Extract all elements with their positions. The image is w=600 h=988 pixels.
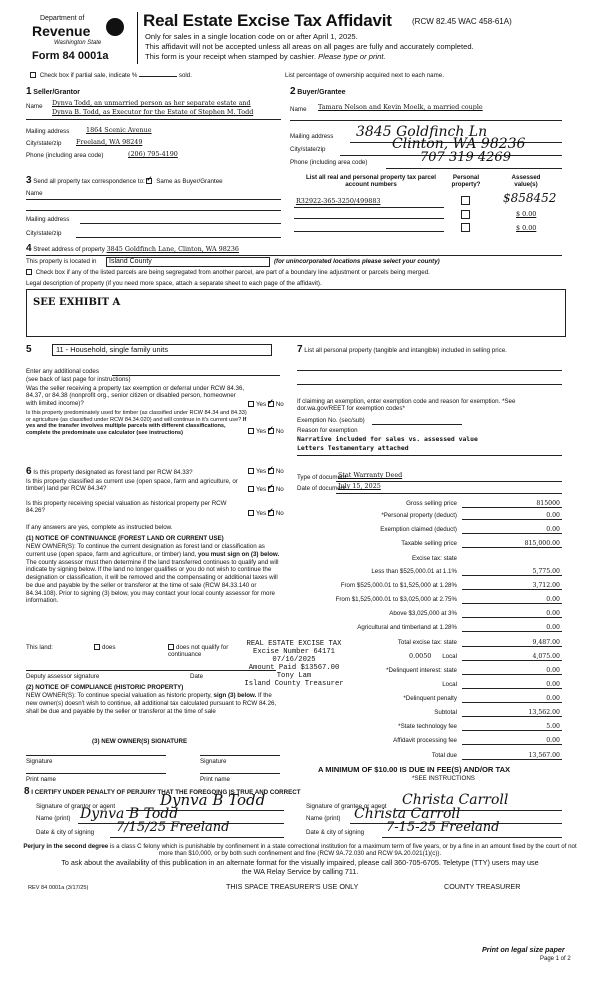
- deputy-date-label: Date: [190, 673, 204, 680]
- same-as-buyer-checkbox[interactable]: [146, 178, 152, 184]
- new-owner-signature-heading: (3) NEW OWNER(S) SIGNATURE: [92, 738, 188, 745]
- does-qualify-checkbox[interactable]: [94, 644, 100, 650]
- buyer-city-label: City/state/zip: [290, 146, 326, 153]
- parcel-number-1[interactable]: R32922-365-3250/499883: [296, 197, 381, 205]
- q2-no-checkbox[interactable]: [268, 428, 274, 434]
- tier2-label: From $525,000.01 to $1,525,000 at 1.28%: [340, 582, 457, 589]
- buyer-section-number: 2: [290, 86, 296, 97]
- grantor-date-city[interactable]: 7/15/25 Freeland: [116, 820, 230, 835]
- exemption-reason-rule: [297, 455, 562, 456]
- buyer-phone-value[interactable]: 707 319 4269: [420, 150, 511, 165]
- segregated-row: [26, 269, 571, 276]
- form-rcw: (RCW 82.45 WAC 458-61A): [412, 17, 512, 26]
- tier3-label: From $1,525,000.01 to $3,025,000 at 2.75%: [335, 596, 457, 603]
- delinquent-interest-state-value[interactable]: 0.00: [462, 667, 562, 675]
- treasurer-receipt-stamp: [214, 641, 374, 689]
- stamp-line-6: Island County Treasurer: [244, 679, 344, 688]
- stamp-line-2: Excise Number 64171: [253, 647, 335, 656]
- taxable-selling-price-label: Taxable selling price: [401, 540, 457, 547]
- tier1-row: [296, 568, 562, 578]
- notice-continuance-body: [26, 543, 280, 605]
- does-not-qualify-checkbox[interactable]: [168, 644, 174, 650]
- buyer-name-label: Name: [290, 106, 307, 113]
- county-treasurer-label: COUNTY TREASURER: [444, 882, 521, 891]
- revenue-swoosh-icon: [106, 18, 124, 36]
- revenue-wordmark: Revenue: [32, 23, 91, 39]
- taxable-selling-price-row: [296, 540, 562, 550]
- parcel-value-1[interactable]: $858452: [503, 191, 557, 205]
- notice-receipt: This form is your receipt when stamped by cashier.: [145, 52, 316, 61]
- grantee-date-label: Date & city of signing: [306, 829, 365, 836]
- notice-compliance-body-b: sign (3) below.: [213, 692, 257, 699]
- section6-q2-answers: [248, 486, 284, 493]
- buyer-city-value[interactable]: Clinton, WA 98236: [392, 136, 526, 152]
- document-date-label: Date of document: [297, 485, 346, 492]
- exemption-deduct-value[interactable]: 0.00: [462, 526, 562, 534]
- local-rate-value[interactable]: 0.0050: [409, 652, 432, 660]
- new-owner-signature-label-1: Signature: [26, 758, 53, 765]
- forest-no-label: No: [275, 468, 284, 475]
- tier3-row: [296, 596, 562, 606]
- legal-description-value: SEE EXHIBIT A: [33, 297, 121, 308]
- gross-selling-price-row: [296, 500, 562, 510]
- legal-description-label: Legal description of property (if you need more space, attach a separate sheet to each page of the affidavit).: [26, 280, 322, 287]
- subtotal-label: Subtotal: [434, 709, 457, 716]
- parcel-row-2-rule[interactable]: [294, 218, 444, 219]
- seller-phone-label: Phone (including area code): [26, 152, 104, 159]
- buyer-heading: [290, 86, 346, 98]
- personal-property-field-1[interactable]: [297, 370, 562, 371]
- technology-fee-label: *State technology fee: [398, 723, 457, 730]
- tier4-value[interactable]: 0.00: [462, 610, 562, 618]
- affidavit-fee-row: [296, 737, 562, 747]
- tier2-value[interactable]: 3,712.00: [462, 582, 562, 590]
- parcel-2-personal-checkbox[interactable]: [461, 210, 470, 219]
- this-land-label: This land:: [26, 644, 53, 651]
- seller-name-rule: [26, 119, 281, 120]
- tier4-label: Above $3,025,000 at 3%: [389, 610, 457, 617]
- section3-label: Send all property tax correspondence to:: [33, 178, 145, 185]
- historic-yes-label: Yes: [256, 510, 267, 517]
- forest-yes-label: Yes: [256, 468, 267, 475]
- seller-name-line-2[interactable]: Dynva B. Todd, as Executor for the Estate of Stephen M. Todd: [52, 108, 254, 116]
- seller-heading: [26, 86, 80, 98]
- new-owner-print-label-2: Print name: [200, 776, 230, 783]
- partial-sale-label: Check box if partial sale, indicate %: [39, 72, 138, 79]
- exemption-reason-label: Reason for exemption: [297, 427, 358, 434]
- parcel-header-list: List all real and personal property tax parcel account numbers: [306, 174, 436, 189]
- exemption-deduct-row: [296, 526, 562, 536]
- q1-no-checkbox[interactable]: [268, 401, 274, 407]
- historic-yes-checkbox[interactable]: [248, 510, 254, 516]
- forest-yes-checkbox[interactable]: [248, 468, 254, 474]
- see-instructions-note: *SEE INSTRUCTIONS: [412, 775, 475, 782]
- delinquent-penalty-row: [296, 695, 562, 705]
- notice-compliance-body: [26, 692, 280, 715]
- delinquent-interest-local-label: Local: [442, 681, 457, 688]
- use-code-select[interactable]: 11 - Household, single family units: [52, 344, 272, 356]
- buyer-name-rule: [290, 120, 562, 121]
- section6-q1-answers: [248, 468, 284, 475]
- parcel-3-personal-checkbox[interactable]: [461, 223, 470, 232]
- section5-q2a: Is this property predominately used for timber (as classified under RCW 84.34 and 84.33) or agriculture (as classified under RCW 84.34.020) and will continue in it's current use?: [26, 410, 247, 423]
- section6-q1-label: Is this property designated as forest land per RCW 84.33?: [33, 469, 193, 476]
- parcel-header-assessed: Assessed value(s): [511, 174, 541, 189]
- section3-name-field[interactable]: [26, 199, 281, 200]
- section5-number: 5: [26, 344, 32, 355]
- grantee-signature-label: Signature of grantee or agent: [306, 803, 387, 810]
- notice-continuance-body-b: you must sign on (3) below.: [197, 550, 280, 558]
- q2-yes-checkbox[interactable]: [248, 428, 254, 434]
- section4-number: 4: [26, 243, 32, 254]
- exemption-narrative-1[interactable]: Narrative included for sales vs. assessed value: [297, 435, 478, 443]
- local-tax-value[interactable]: 4,075.00: [462, 653, 562, 661]
- current-use-yes-label: Yes: [256, 486, 267, 493]
- does-qualify-label: does: [102, 644, 116, 651]
- form-title: Real Estate Excise Tax Affidavit: [143, 11, 392, 30]
- section6-number: 6: [26, 466, 32, 477]
- agricultural-row: [296, 624, 562, 634]
- new-owner-signature-field-2[interactable]: [200, 755, 280, 756]
- does-not-qualify-label: does not qualify for continuance: [168, 644, 229, 659]
- section3-mailing-field[interactable]: [80, 223, 281, 224]
- subtotal-row: [296, 709, 562, 719]
- revision-code: REV 84 0001a (3/17/25): [28, 885, 89, 891]
- legal-description-box[interactable]: [26, 289, 566, 337]
- alternate-format-note: To ask about the availability of this publication in an alternate format for the visually impaired, please call 360-705-6705. Teletype (TTY) users may use the WA Relay Service by calling 711.: [61, 858, 539, 876]
- same-as-buyer-label: Same as Buyer/Grantee: [156, 178, 223, 185]
- buyer-phone-label: Phone (including area code): [290, 159, 368, 166]
- form-number: Form 84 0001a: [32, 50, 109, 62]
- buyer-mailing-label: Mailing address: [290, 133, 334, 140]
- current-use-no-label: No: [275, 486, 284, 493]
- new-owner-print-field-1[interactable]: [26, 773, 166, 774]
- buyer-name-value[interactable]: Tamara Nelson and Kevin Moelk, a married couple: [318, 103, 483, 111]
- forest-no-checkbox[interactable]: [268, 468, 274, 474]
- washington-state-label: Washington State: [54, 40, 102, 46]
- header-notice-2: This affidavit will not be accepted unless all areas on all pages are fully and accurately completed.: [145, 42, 474, 51]
- perjury-statement: [20, 843, 580, 858]
- notice-compliance-body-a: NEW OWNER(S): To continue special valuation as historic property,: [26, 692, 212, 699]
- grantor-signature-label: Signature of grantor or agent: [36, 803, 116, 810]
- header-notice-1: Only for sales in a single location code on or after April 1, 2025.: [145, 32, 358, 41]
- gross-selling-price-value[interactable]: 815000: [462, 500, 562, 508]
- street-address-label: Street address of property: [33, 246, 105, 253]
- grantor-date-label: Date & city of signing: [36, 829, 95, 836]
- subtotal-value[interactable]: 13,562.00: [462, 709, 562, 717]
- parcel-header-personal: Personal property?: [451, 174, 481, 189]
- seller-section-title: Seller/Grantor: [33, 89, 80, 96]
- agricultural-label: Agricultural and timberland at 1.28%: [357, 624, 457, 631]
- section5-q1-answers: [248, 401, 284, 408]
- legal-size-note: Print on legal size paper: [482, 945, 565, 954]
- this-land-does: [94, 644, 115, 651]
- see-back-label: (see back of last page for instructions): [26, 376, 131, 383]
- exemption-narrative-2[interactable]: Letters Testamentary attached: [297, 444, 409, 452]
- section7-label: List all personal property (tangible and intangible) included in selling price.: [304, 347, 507, 354]
- treasurer-use-only: THIS SPACE TREASURER'S USE ONLY: [226, 882, 359, 891]
- delinquent-interest-state-label: *Delinquent interest: state: [386, 667, 457, 674]
- parcel-value-2[interactable]: $ 0.00: [516, 210, 537, 218]
- seller-city-value[interactable]: Freeland, WA 98249: [76, 138, 143, 146]
- sold-label: sold.: [178, 72, 192, 79]
- county-note: (for unincorporated locations please select your county): [274, 258, 440, 265]
- section4-street-row: [26, 243, 239, 255]
- tier1-label: Less than $525,000.01 at 1.1%: [371, 568, 457, 575]
- q1-yes-checkbox[interactable]: [248, 401, 254, 407]
- local-tax-label: Local: [442, 653, 457, 660]
- notice-continuance-heading: (1) NOTICE OF CONTINUANCE (FOREST LAND OR CURRENT USE): [26, 535, 224, 542]
- section5-q1: Was the seller receiving a property tax exemption or deferral under RCW 84.36, 84.37, or 84.38 (nonprofit org., senior citizen or disabled person, homeowner with limited income)?: [26, 385, 245, 407]
- grantee-date-rule: [382, 837, 562, 838]
- document-type-value[interactable]: Stat Warranty Deed: [338, 471, 403, 479]
- new-owner-print-field-2[interactable]: [200, 773, 280, 774]
- buyer-phone-rule: [386, 168, 562, 169]
- affidavit-fee-value[interactable]: 0.00: [462, 737, 562, 745]
- section5-q2: [26, 410, 248, 437]
- county-select[interactable]: Island County: [106, 257, 270, 267]
- notice-type-print: Please type or print.: [318, 52, 386, 61]
- header-notice-3: [145, 52, 386, 61]
- section3-heading: [26, 175, 223, 187]
- parcel-value-3[interactable]: $ 0.00: [516, 224, 537, 232]
- document-type-label: Type of document: [297, 474, 347, 481]
- historic-no-checkbox[interactable]: [268, 510, 274, 516]
- stamp-line-4: Amount Paid $13567.00: [248, 663, 340, 672]
- ownership-note: List percentage of ownership acquired next to each name.: [285, 72, 444, 79]
- buyer-mailing-value[interactable]: 3845 Goldfinch Ln: [356, 124, 488, 140]
- notice-continuance-body-a: NEW OWNER(S): To continue the current designation as forest land or classification as current use (open space, farm and agriculture, or timber) land,: [26, 543, 265, 558]
- located-label: This property is located in: [26, 258, 97, 265]
- segregated-checkbox[interactable]: [26, 269, 32, 275]
- partial-sale-checkbox[interactable]: [30, 72, 36, 78]
- total-due-row: [296, 752, 562, 762]
- section7-number: 7: [297, 344, 303, 355]
- current-use-no-checkbox[interactable]: [268, 486, 274, 492]
- partial-sale-row: [30, 72, 192, 79]
- grantee-signature[interactable]: Christa Carroll: [402, 792, 509, 808]
- new-owner-signature-field-1[interactable]: [26, 755, 166, 756]
- tier3-value[interactable]: 0.00: [462, 596, 562, 604]
- agricultural-value[interactable]: 0.00: [462, 624, 562, 632]
- grantor-date-rule: [110, 837, 284, 838]
- section3-city-label: City/state/zip: [26, 230, 62, 237]
- tier1-value[interactable]: 5,775.00: [462, 568, 562, 576]
- exemption-no-label: Exemption No. (sec/sub): [297, 417, 365, 424]
- total-due-value[interactable]: 13,567.00: [462, 752, 562, 760]
- total-due-label: Total due: [431, 752, 457, 759]
- parcel-row-3-rule[interactable]: [294, 231, 444, 232]
- grantor-print-name[interactable]: Dynva B Todd: [80, 806, 179, 822]
- perjury-statement-body: is a class C felony which is punishable by confinement in a state correctional institution for a maximum term of five years, or by a fine in an amount fixed by the court of not more than $10,000, or by both such confinement and fine (RCW 9A.72.030 and RCW 9A.20.021(1)(c)).: [109, 843, 577, 858]
- stamp-line-3: 07/16/2025: [272, 655, 316, 664]
- excise-state-heading-row: [296, 555, 562, 565]
- section7-heading: [297, 344, 567, 356]
- parcel-row-1-rule: [294, 207, 444, 208]
- grantee-print-name[interactable]: Christa Carroll: [354, 806, 461, 822]
- taxable-selling-price-value[interactable]: 815,000.00: [462, 540, 562, 548]
- exemption-deduct-label: Exemption claimed (deduct): [380, 526, 457, 533]
- grantor-print-label: Name (print): [36, 815, 71, 822]
- personal-property-field-2[interactable]: [297, 384, 562, 385]
- additional-codes-field[interactable]: [112, 375, 280, 376]
- notice-compliance-body-c: If the new owner(s) doesn't wish to continue, all additional tax calculated pursuant to RCW 84.26, shall be due and payable by the seller or transferor at the time of sale: [26, 692, 277, 715]
- historic-no-label: No: [275, 510, 284, 517]
- certify-statement: I CERTIFY UNDER PENALTY OF PERJURY THAT THE FOREGOING IS TRUE AND CORRECT: [31, 789, 301, 796]
- section6-q3-answers: [248, 510, 284, 517]
- personal-property-deduct-value[interactable]: 0.00: [462, 512, 562, 520]
- seller-name-label: Name: [26, 103, 43, 110]
- department-of-label: Department of: [40, 15, 85, 22]
- additional-codes-label: Enter any additional codes: [26, 368, 99, 375]
- notice-compliance-heading: (2) NOTICE OF COMPLIANCE (HISTORIC PROPERTY): [26, 684, 184, 691]
- seller-mailing-value[interactable]: 1864 Scenic Avenue: [86, 126, 152, 134]
- seller-mailing-label: Mailing address: [26, 128, 70, 135]
- new-owner-print-label-1: Print name: [26, 776, 56, 783]
- page-number: Page 1 of 2: [540, 956, 571, 962]
- section3-name-field-2[interactable]: [26, 210, 281, 211]
- segregated-label: Check box if any of the listed parcels are being segregated from another parcel, are part of a boundary line adjustment or parcels being merged.: [35, 269, 430, 276]
- section5-q2-answers: [248, 428, 284, 435]
- stamp-line-1: REAL ESTATE EXCISE TAX: [246, 640, 342, 648]
- current-use-yes-checkbox[interactable]: [248, 486, 254, 492]
- seller-section-number: 1: [26, 86, 32, 97]
- section6-q1: [26, 466, 251, 478]
- exemption-claim-label: If claiming an exemption, enter exemption code and reason for exemption. *See dor.wa.gov/REET for exemption codes*: [297, 398, 516, 413]
- section3-city-field[interactable]: [76, 237, 281, 238]
- stamp-line-5: Tony Lam: [276, 671, 312, 680]
- parcel-1-personal-checkbox[interactable]: [461, 196, 470, 205]
- section6-q2: Is this property classified as current use (open space, farm and agriculture, or timber) land per RCW 84.34?: [26, 478, 238, 493]
- q1-no-label: No: [275, 401, 284, 408]
- personal-property-deduct-label: *Personal property (deduct): [381, 512, 457, 519]
- technology-fee-value[interactable]: 5.00: [462, 723, 562, 731]
- affidavit-fee-label: Affidavit processing fee: [393, 737, 457, 744]
- section8-number: 8: [24, 786, 30, 797]
- header-divider: [137, 12, 138, 64]
- document-date-rule: [336, 493, 562, 494]
- document-date-value[interactable]: July 15, 2025: [338, 482, 381, 490]
- tier4-row: [296, 610, 562, 620]
- grantee-date-city[interactable]: 7-15-25 Freeland: [386, 820, 500, 835]
- deputy-signature-label: Deputy assessor signature: [26, 673, 100, 680]
- partial-sale-percent-field[interactable]: [139, 76, 177, 77]
- notice-continuance-body-c: The county assessor must then determine if the land transferred continues to qualify and will indicate by signing below. If the land no longer qualifies or you do not wish to continue the designation or classification, it will be removed and the compensating or additional taxes will be due and payable by the seller or transferor at the time of sale (RCW 84.33.140 or 84.34.108). Prior to signing (3) below, you may contact your local county assessor for more information.: [26, 558, 279, 605]
- exemption-no-field[interactable]: [372, 424, 462, 425]
- section3-mailing-label: Mailing address: [26, 216, 70, 223]
- buyer-section-title: Buyer/Grantee: [297, 89, 346, 96]
- q2-no-label: No: [275, 428, 284, 435]
- grantor-signature[interactable]: Dynva B Todd: [160, 791, 266, 809]
- section6-answers-note: If any answers are yes, complete as instructed below.: [26, 524, 173, 531]
- q1-yes-label: Yes: [256, 401, 267, 408]
- tier2-row: [296, 582, 562, 592]
- perjury-statement-lead: Perjury in the second degree: [23, 843, 109, 850]
- minimum-fee-note: A MINIMUM OF $10.00 IS DUE IN FEE(S) AND/OR TAX: [318, 765, 511, 774]
- technology-fee-row: [296, 723, 562, 733]
- seller-city-label: City/state/zip: [26, 140, 62, 147]
- excise-state-heading: Excise tax: state: [411, 555, 457, 562]
- q2-yes-label: Yes: [256, 428, 267, 435]
- street-address-value[interactable]: 3845 Goldfinch Lane, Clinton, WA 98236: [106, 245, 239, 253]
- street-address-rule: [26, 255, 562, 256]
- delinquent-penalty-value[interactable]: 0.00: [462, 695, 562, 703]
- new-owner-signature-label-2: Signature: [200, 758, 227, 765]
- section5-q2b: If yes and the transfer involves multiple parcels with different classifications, complete the predominate use calculator (see instructions): [26, 416, 247, 437]
- total-excise-state-label: Total excise tax: state: [397, 639, 457, 646]
- seller-name-line-1[interactable]: Dynva Todd, an unmarried person as her separate estate and: [52, 99, 251, 107]
- section3-number: 3: [26, 175, 32, 186]
- total-excise-state-value[interactable]: 9,487.00: [462, 639, 562, 647]
- seller-phone-value[interactable]: (206) 795-4190: [128, 150, 178, 158]
- gross-selling-price-label: Gross selling price: [406, 500, 457, 507]
- grantee-print-label: Name (print): [306, 815, 341, 822]
- delinquent-interest-local-value[interactable]: 0.00: [462, 681, 562, 689]
- delinquent-penalty-label: *Delinquent penalty: [403, 695, 457, 702]
- section3-name-label: Name: [26, 190, 43, 197]
- section6-q3: Is this property receiving special valuation as historical property per RCW 84.26?: [26, 500, 227, 515]
- personal-property-deduct-row: [296, 512, 562, 522]
